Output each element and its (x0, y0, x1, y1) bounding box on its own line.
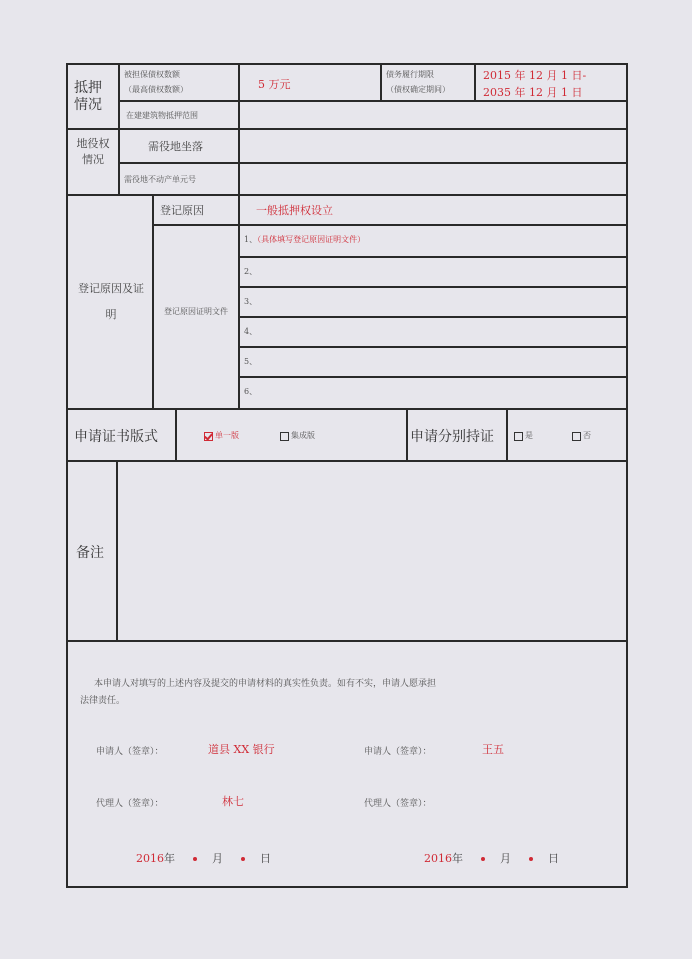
section-line (66, 460, 628, 462)
col-line (238, 63, 240, 194)
agent-left-signature[interactable]: 林七 (222, 795, 244, 808)
proof-item-3: 3、 (244, 297, 258, 306)
proof-item-5: 5、 (244, 357, 258, 366)
registration-reason-value: 一般抵押权设立 (256, 204, 333, 217)
table-border-top (66, 63, 628, 65)
col-line (175, 408, 177, 460)
col-line (380, 63, 382, 100)
applicant-left-signature[interactable]: 道县 XX 银行 (208, 743, 275, 756)
date-dot-icon (529, 857, 533, 861)
proof-item-1-text: （具体填写登记原因证明文件） (257, 235, 366, 244)
remarks-label: 备注 (76, 545, 104, 561)
row-line (238, 256, 626, 258)
servient-land-label: 需役地坐落 (148, 140, 203, 153)
table-border-bottom (66, 886, 628, 888)
unchecked-box-icon (280, 432, 289, 441)
date-dot-icon (193, 857, 197, 861)
col-line (116, 460, 118, 640)
date-right (424, 850, 559, 866)
servient-unit-label: 需役地不动产单元号 (124, 175, 196, 184)
date-dot-icon (241, 857, 245, 861)
registration-proof-label: 登记原因证明文件 (164, 307, 228, 316)
registration-header: 登记原因及证明 (78, 282, 144, 321)
declaration-text-line1: 本申请人对填写的上述内容及提交的申请材料的真实性负责。如有不实，申请人愿承担 (94, 679, 437, 689)
table-border-right (626, 63, 628, 888)
declaration-text-line2: 法律责任。 (80, 696, 126, 706)
row-line (118, 162, 626, 164)
mortgage-header: 抵押情况 (74, 80, 102, 113)
term-label: 债务履行期限 (386, 70, 434, 79)
option-aggregate-checkbox[interactable] (280, 430, 315, 441)
option-yes-checkbox[interactable] (514, 430, 533, 441)
section-line (66, 194, 628, 196)
option-no-label: 否 (583, 431, 591, 440)
row-line (238, 376, 626, 378)
separate-certificate-label: 申请分别持证 (410, 429, 494, 445)
construction-scope-label: 在建建筑物抵押范围 (126, 111, 198, 120)
unchecked-box-icon (572, 432, 581, 441)
term-sub: （债权确定期间） (386, 85, 450, 94)
option-single-label: 单一版 (215, 431, 239, 440)
row-line (118, 100, 626, 102)
option-aggregate-label: 集成版 (291, 431, 315, 440)
checked-box-icon (204, 432, 213, 441)
month-char: 月 (500, 852, 511, 865)
row-line (238, 346, 626, 348)
agent-left-label: 代理人（签章）： (96, 799, 164, 809)
applicant-right-label: 申请人（签章）： (364, 747, 432, 757)
certificate-format-label: 申请证书版式 (74, 429, 158, 445)
proof-item-1-number: 1、 (244, 235, 258, 244)
unchecked-box-icon (514, 432, 523, 441)
option-single-checkbox[interactable] (204, 430, 239, 441)
year-char: 年 (452, 852, 463, 865)
date-dot-icon (481, 857, 485, 861)
secured-amount-sub: （最高债权数额） (124, 85, 188, 94)
secured-amount-value: 5 万元 (258, 78, 291, 91)
date-left (136, 850, 271, 866)
col-line (406, 408, 408, 460)
term-value-start: 2015 年 12 月 1 日- (483, 69, 587, 82)
date-left-year: 2016 (136, 852, 164, 865)
col-line (474, 63, 476, 100)
row-line (152, 224, 626, 226)
proof-item-4: 4、 (244, 327, 258, 336)
table-border-left (66, 63, 68, 888)
agent-right-label: 代理人（签章）： (364, 799, 432, 809)
month-char: 月 (212, 852, 223, 865)
col-line (238, 194, 240, 408)
section-line (66, 408, 628, 410)
day-char: 日 (548, 852, 559, 865)
col-line (152, 194, 154, 408)
date-right-year: 2016 (424, 852, 452, 865)
applicant-right-signature[interactable]: 王五 (482, 743, 504, 756)
secured-amount-label: 被担保债权数额 (124, 70, 180, 79)
col-line (506, 408, 508, 460)
option-no-checkbox[interactable] (572, 430, 591, 441)
section-line (66, 640, 628, 642)
proof-item-6: 6、 (244, 387, 258, 396)
registration-reason-label: 登记原因 (160, 204, 204, 217)
col-line (118, 63, 120, 194)
proof-item-2: 2、 (244, 267, 258, 276)
row-line (238, 316, 626, 318)
day-char: 日 (260, 852, 271, 865)
proof-item-1 (244, 234, 365, 245)
term-value-end: 2035 年 12 月 1 日 (483, 86, 583, 99)
year-char: 年 (164, 852, 175, 865)
row-line (238, 286, 626, 288)
remarks-field[interactable] (122, 466, 622, 634)
option-yes-label: 是 (525, 431, 533, 440)
easement-header: 地役权情况 (76, 137, 110, 166)
section-line (66, 128, 628, 130)
applicant-left-label: 申请人（签章）： (96, 747, 164, 757)
